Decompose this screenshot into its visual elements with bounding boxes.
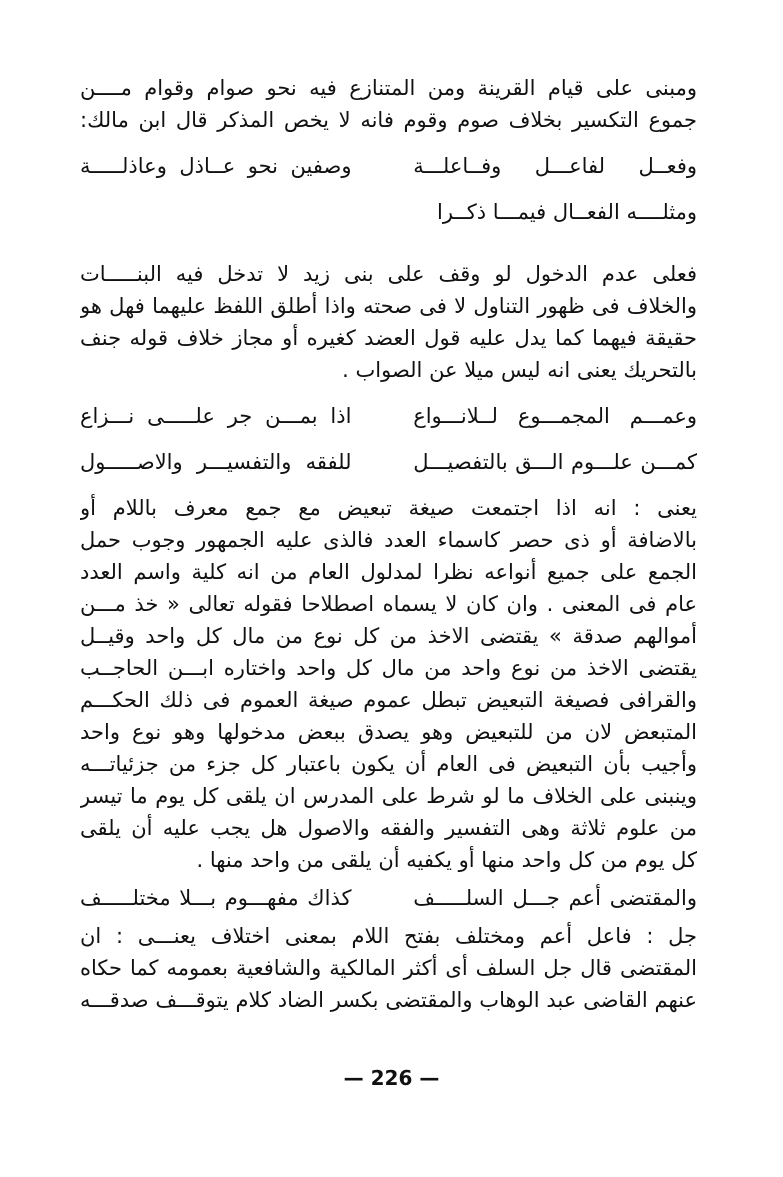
verse-line [80,196,697,228]
verse-first-hemistich: وفعــل لفاعـــل وفــاعلـــة [413,154,697,178]
page-number: — 226 — [343,1066,440,1090]
text-line: عنهم القاضى عبد الوهاب والمقتضى بكسر الضاد كلام يتوقـــف صدقـــه [80,988,697,1012]
verse-line [80,400,697,432]
verse-line [80,446,697,478]
text-line: المتبعض لان من للتبعيض وهو يصدق ببعض مدخولها وهو نوع واحد [80,720,697,744]
text-line: والقرافى فصيغة التبعيض تبطل عموم صيغة العموم فى ذلك الحكـــم [80,688,697,712]
verse-first-hemistich: كمـــن علـــوم الـــق بالتفصيـــل [413,450,697,474]
text-line: بالتحريك يعنى انه ليس ميلا عن الصواب . [342,358,697,382]
text-line: كل يوم من كل واحد منها أو يكفيه أن يلقى من واحد منها . [196,848,697,872]
text-line: يعنى : انه اذا اجتمعت صيغة تبعيض مع جمع معرف باللام أو [80,496,697,520]
verse-line [80,882,697,914]
text-line: الجمع على جميع أنواعه نظرا لمدلول العام من انه كلية واسم العدد [80,560,697,584]
verse-second-hemistich: للفقه والتفسيـــر والاصـــــول [80,450,352,474]
text-line: من علوم ثلاثة وهى التفسير والفقه والاصول هل يجب عليه أن يلقى [80,816,697,840]
verse-second-hemistich: كذاك مفهـــوم بـــلا مختلـــــف [80,886,352,910]
text-line: وأجيب بأن التبعيض فى العام أن يكون باعتبار كل جزء من جزئياتـــه [80,752,697,776]
text-line: عام فى المعنى . وان كان لا يسماه اصطلاحا فقوله تعالى « خذ مـــن [80,592,697,616]
verse-line [80,150,697,182]
verse-second-hemistich: اذا بمـــن جر علـــــى نـــزاع [80,404,352,428]
verse-second-hemistich: وصفين نحو عــاذل وعاذلـــــة [80,154,352,178]
paragraph-explanation [80,492,697,876]
paragraph-intro [80,72,697,136]
text-line: جل : فاعل أعم ومختلف بفتح اللام بمعنى اختلاف يعنـــى : ان [80,924,697,948]
text-line: والخلاف فى ظهور التناول لا فى صحته واذا أطلق اللفظ عليهما فهل هو [80,294,697,318]
verse-first-hemistich: والمقتضى أعم جـــل السلـــــف [413,886,697,910]
text-line: بالاضافة أو ذى حصر كاسماء العدد فالذى عليه الجمهور وجوب حمل [80,528,697,552]
text-line: أموالهم صدقة » يقتضى الاخذ من كل نوع من مال كل واحد وقيــل [80,624,697,648]
text-line: المقتضى قال جل السلف أى أكثر المالكية والشافعية بعمومه كما حكاه [80,956,697,980]
verse-first-hemistich: ومثلــــه الفعــال فيمـــا ذكــرا [437,200,697,224]
text-line: جموع التكسير بخلاف صوم وقوم فانه لا يخص المذكر قال ابن مالك: [80,108,697,132]
text-line: حقيقة فيهما كما يدل عليه قول العضد كغيره أو مجاز خلاف قوله جنف [80,326,697,350]
paragraph-final [80,920,697,1016]
text-line: يقتضى الاخذ من نوع واحد من مال كل واحد واختاره ابـــن الحاجــب [80,656,697,680]
text-line: وينبنى على الخلاف ما لو شرط على المدرس ان يلقى كل يوم ما تيسر [80,784,697,808]
paragraph-commentary [80,258,697,386]
verse-first-hemistich: وعمـــم المجمـــوع لــلانـــواع [413,404,697,428]
text-line: فعلى عدم الدخول لو وقف على بنى زيد لا تدخل فيه البنـــــات [80,262,697,286]
text-line: ومبنى على قيام القرينة ومن المتنازع فيه نحو صوام وقوام مــــن [80,76,697,100]
